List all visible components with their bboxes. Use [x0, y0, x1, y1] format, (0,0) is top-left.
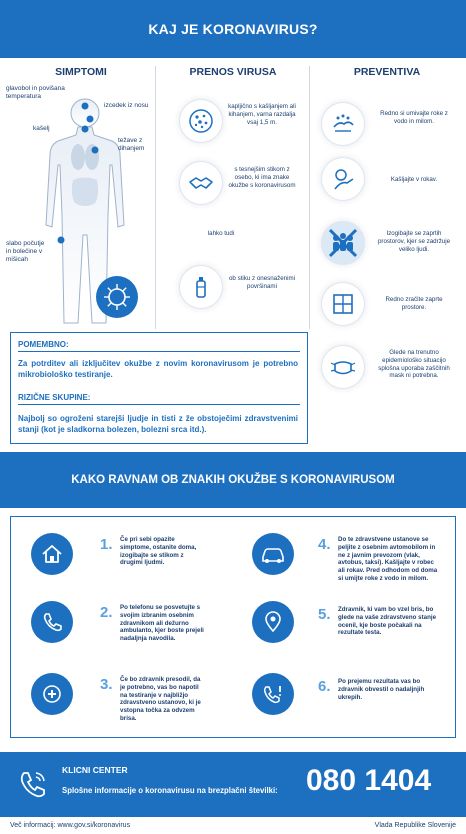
call-center-title: KLICNI CENTER	[62, 765, 128, 775]
step-text: Po prejemu rezultata vas bo zdravnik obvestil o nadaljnjih ukrepih.	[338, 678, 425, 701]
phone-number[interactable]: 080 1404	[306, 764, 432, 797]
notice-important-title: POMEMBNO:	[18, 340, 69, 349]
government-label: Vlada Republike Slovenije	[374, 822, 456, 829]
footer-banner	[0, 752, 466, 817]
crowd-crossed-icon	[322, 222, 364, 264]
prevention-heading: PREVENTIVA	[353, 66, 421, 78]
step-number: 1.	[100, 536, 113, 553]
location-pin-icon	[252, 601, 294, 643]
transmission-also: lahko tudi	[207, 230, 235, 237]
transmission-heading: PRENOS VIRUSA	[189, 66, 277, 78]
symptoms-heading: SIMPTOMI	[55, 66, 107, 78]
divider	[155, 66, 156, 329]
droplets-icon	[180, 100, 222, 142]
footer-bottom	[0, 817, 466, 834]
symptom-muscle-pain: slabo počutje in bolečine v mišicah	[6, 240, 45, 263]
header-banner	[0, 0, 466, 58]
symptom-fever: glavobol in povišana temperatura	[6, 85, 65, 100]
section-banner	[0, 452, 466, 508]
step-text: Zdravnik, ki vam bo vzel bris, bo glede na vaše zdravstveno stanje ocenil, kje boste počakali na rezultate testa.	[338, 606, 437, 637]
step-number: 4.	[318, 536, 331, 553]
symptom-breathing: težave z dihanjem	[118, 137, 145, 152]
hospital-icon	[31, 673, 73, 715]
divider	[18, 404, 300, 405]
step-text: Če bo zdravnik presodil, da je potrebno, vas bo napotil na testiranje v najbližjo zdravstveno ustanovo, ki je vstopna točka za odvzem brisa.	[120, 676, 201, 722]
notice-important-text: Za potrditev ali izključitev okužbe z novim koronavirusom je potrebno mikrobiološko testiranje.	[18, 359, 298, 379]
phone-alert-icon	[252, 673, 294, 715]
virus-icon	[96, 276, 138, 318]
phone-icon	[31, 601, 73, 643]
step-number: 3.	[100, 676, 113, 693]
bottle-icon	[180, 266, 222, 308]
step-text: Po telefonu se posvetujte s svojim izbranim osebnim zdravnikom ali dežurno ambulanto, kjer boste prejeli nadaljnja navodila.	[120, 604, 204, 643]
window-icon	[322, 283, 364, 325]
call-center-info: Splošne informacije o koronavirusu na brezplačni številki:	[62, 786, 278, 795]
website-link[interactable]: Več informacij: www.gov.si/koronavirus	[10, 822, 131, 829]
car-icon	[252, 533, 294, 575]
transmission-droplets: kapljično s kašljanjem ali kihanjem, varna razdalja vsaj 1,5 m.	[228, 103, 296, 126]
prevention-mask: Glede na trenutno epidemiološko situacijo splošna uporaba zaščitnih mask ni potrebna.	[378, 349, 450, 380]
step-number: 6.	[318, 678, 331, 695]
step-number: 2.	[100, 604, 113, 621]
divider	[309, 66, 310, 329]
handshake-icon	[180, 162, 222, 204]
handwash-icon	[322, 103, 364, 145]
prevention-wash: Redno si umivajte roke z vodo in milom.	[380, 110, 448, 125]
cough-sleeve-icon	[322, 158, 364, 200]
step-text: Če pri sebi opazite simptome, ostanite doma, izogibajte se stikom z drugimi ljudmi.	[120, 536, 197, 567]
prevention-crowds: Izogibajte se zaprtih prostorov, kjer se zadržuje veliko ljudi.	[377, 230, 451, 253]
notice-risk-text: Najbolj so ogroženi starejši ljudje in tisti z že obstoječimi zdravstvenimi stanji (kot je sladkorna bolezen, bolezni srca itd.).	[18, 414, 298, 434]
transmission-contact: s tesnejšim stikom z osebo, ki ima znake okužbe s koronavirusom	[228, 166, 296, 189]
prevention-cough: Kašljajte v rokav.	[390, 176, 438, 183]
divider	[18, 351, 300, 352]
step-number: 5.	[318, 606, 331, 623]
phone-icon	[16, 767, 50, 801]
page-title: KAJ JE KORONAVIRUS?	[148, 21, 318, 37]
mask-icon	[322, 346, 364, 388]
transmission-surfaces: ob stiku z onesnaženimi površinami	[228, 275, 296, 290]
symptom-runny-nose: izcedek iz nosu	[104, 102, 149, 109]
prevention-ventilate: Redno zračite zaprte prostore.	[385, 296, 443, 311]
house-icon	[31, 533, 73, 575]
notice-risk-title: RIZIČNE SKUPINE:	[18, 393, 91, 402]
step-text: Do te zdravstvene ustanove se peljite z osebnim avtomobilom in ne z javnim prevozom (vlak, avtobus, taksi). Kašljajte v robec ali rokav. Pred odhodom od doma si umijte roke z vodo in milom.	[338, 536, 438, 582]
symptom-cough: kašelj	[33, 125, 50, 132]
section-title: KAKO RAVNAM OB ZNAKIH OKUŽBE S KORONAVIRUSOM	[71, 474, 395, 486]
